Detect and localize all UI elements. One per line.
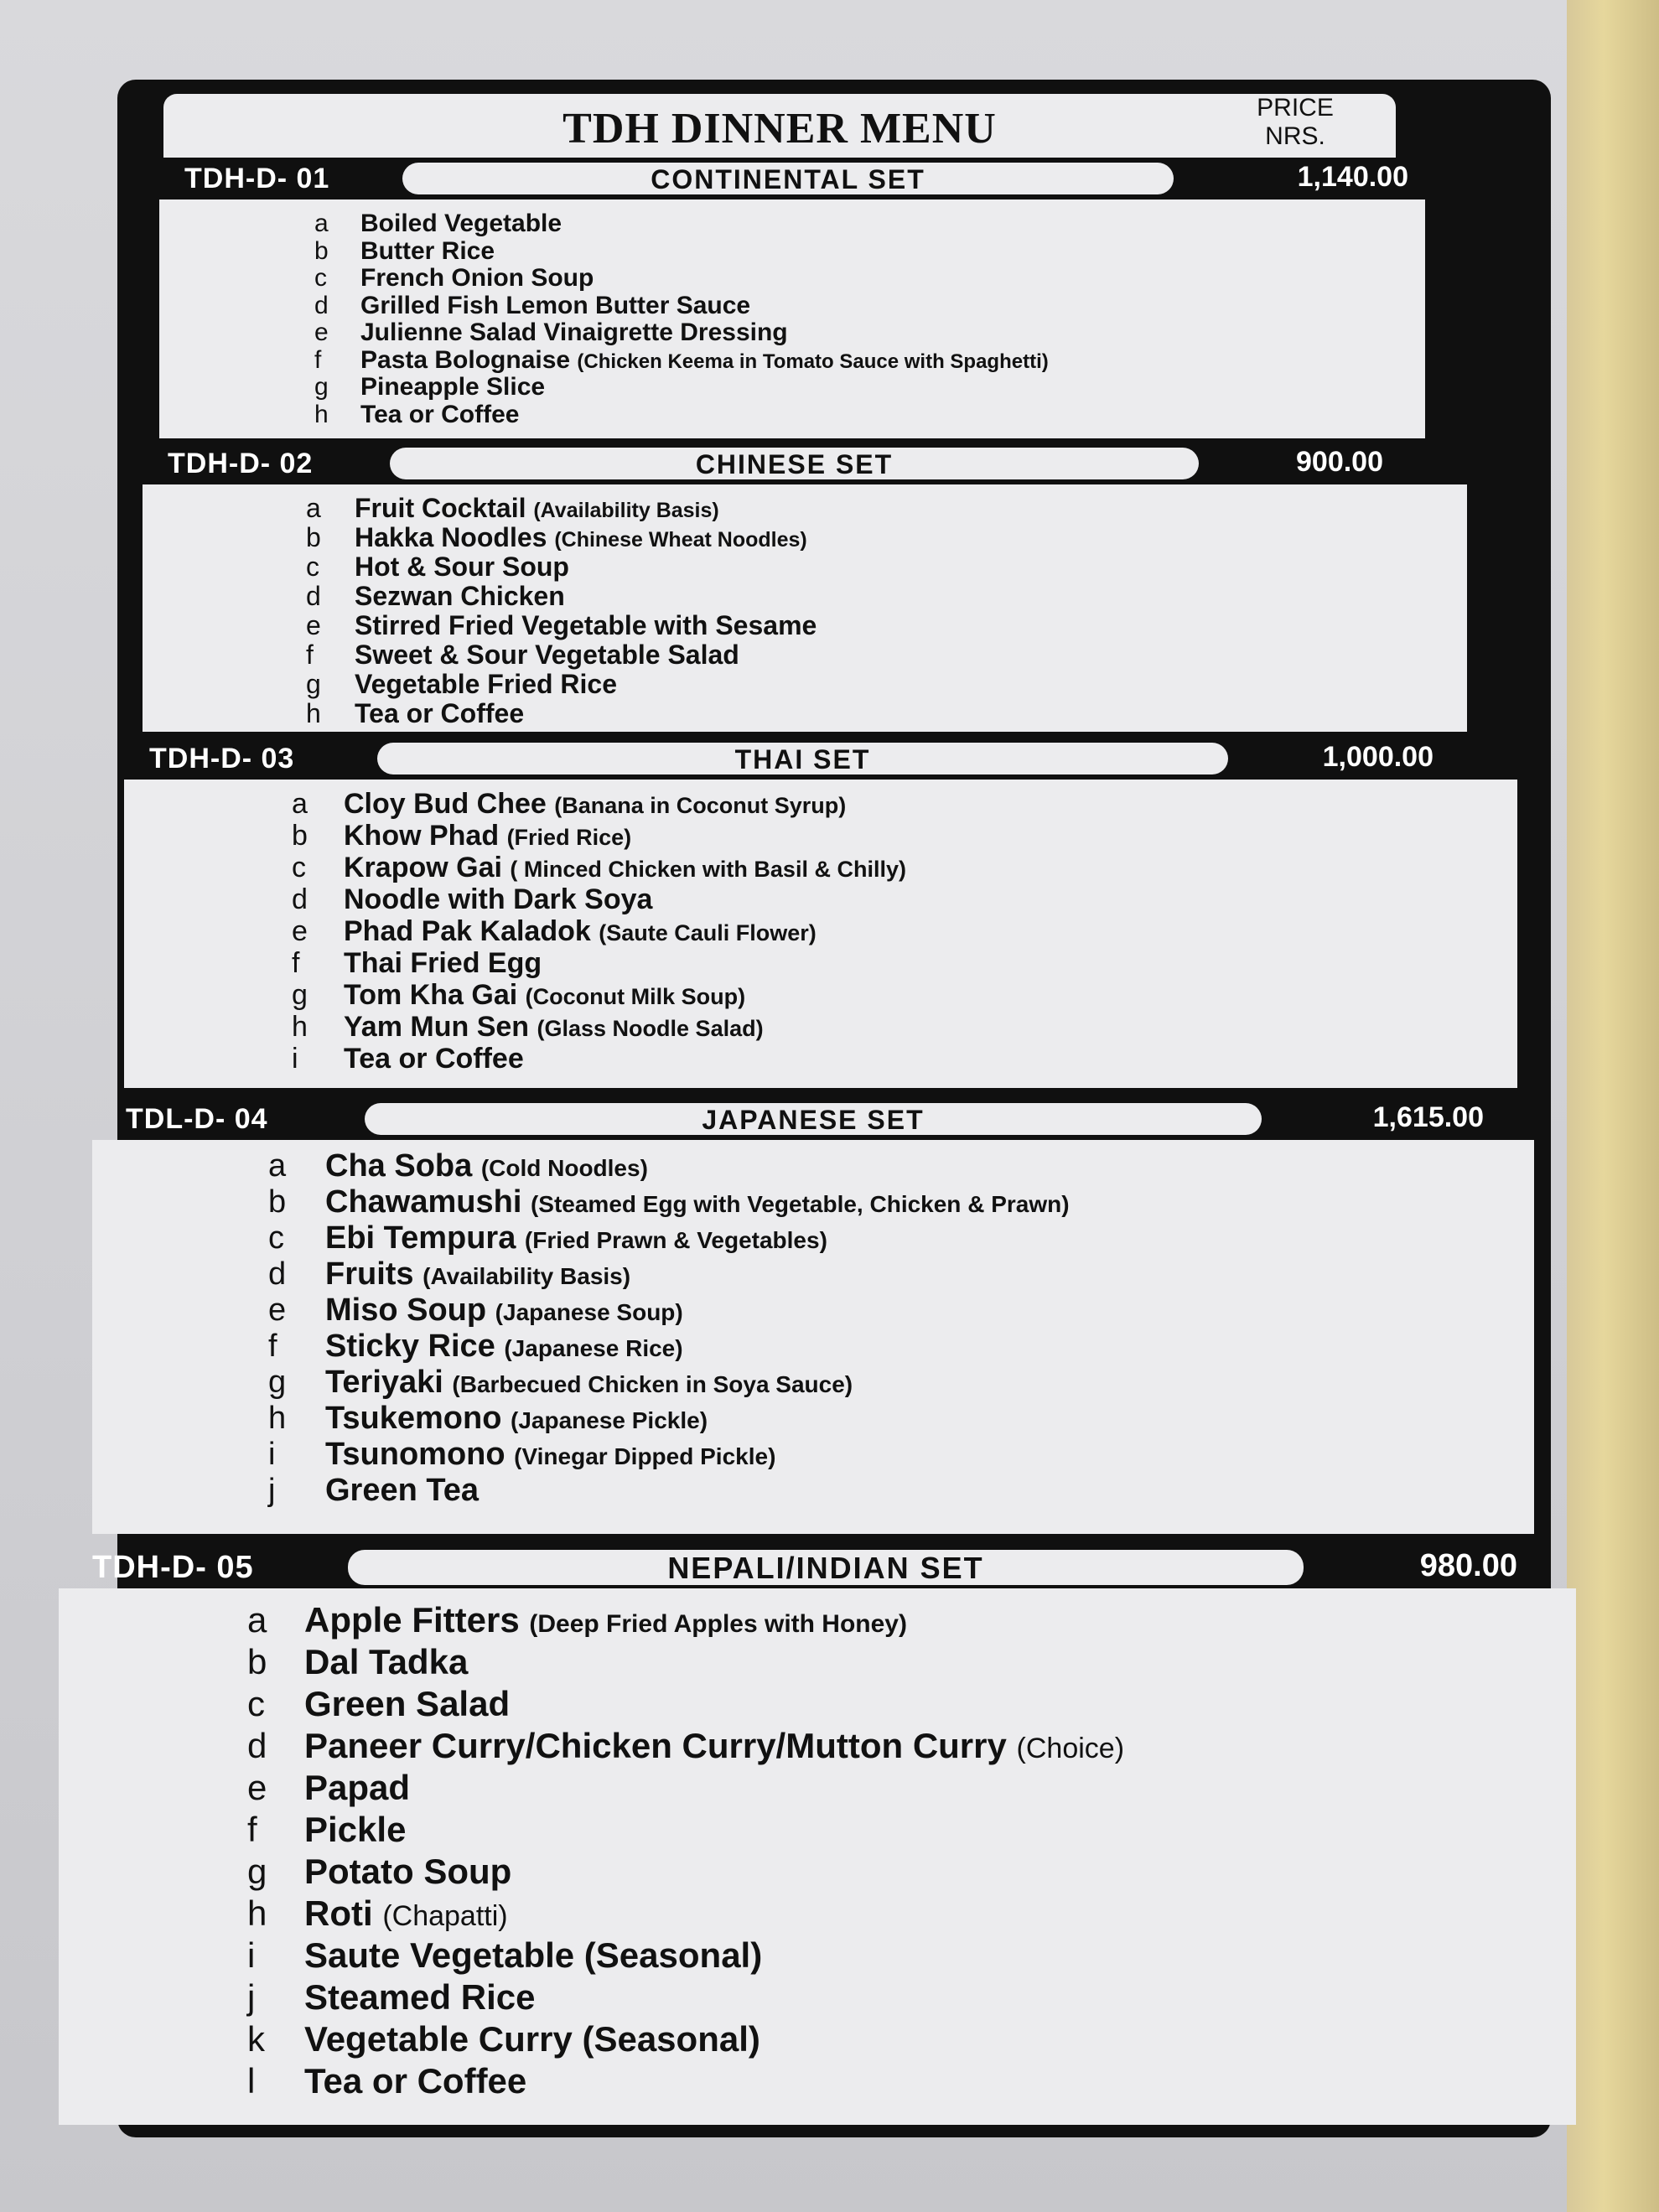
menu-item: e Miso Soup (Japanese Soup)	[268, 1292, 683, 1328]
set-name: NEPALI/INDIAN SET	[348, 1550, 1304, 1585]
menu-item: a Fruit Cocktail (Availability Basis)	[306, 493, 719, 523]
price-column-header	[1236, 94, 1354, 151]
menu-item: b Chawamushi (Steamed Egg with Vegetable, Chicken & Prawn)	[268, 1184, 1070, 1220]
menu-item: e Papad	[247, 1768, 411, 1807]
menu-item: f Sticky Rice (Japanese Rice)	[268, 1329, 683, 1364]
menu-item: k Vegetable Curry (Seasonal)	[247, 2019, 760, 2059]
menu-item: g Tom Kha Gai (Coconut Milk Soup)	[292, 979, 746, 1011]
set-price: 1,615.00	[1372, 1101, 1484, 1133]
set-header-bar	[0, 1546, 1659, 1587]
menu-item: f Thai Fried Egg	[292, 947, 542, 979]
item-list	[268, 1148, 1070, 1509]
set-name: CONTINENTAL SET	[402, 163, 1174, 194]
menu-item: e Julienne Salad Vinaigrette Dressing	[314, 319, 788, 346]
set-name: CHINESE SET	[390, 448, 1199, 479]
menu-item: c Hot & Sour Soup	[306, 552, 569, 582]
menu-item: c Green Salad	[247, 1684, 511, 1723]
item-list	[292, 788, 906, 1075]
menu-item: a Cha Soba (Cold Noodles)	[268, 1148, 648, 1184]
menu-item: f Sweet & Sour Vegetable Salad	[306, 640, 739, 670]
set-header-bar	[0, 739, 1659, 780]
menu-item: d Grilled Fish Lemon Butter Sauce	[314, 291, 751, 319]
menu-item: g Potato Soup	[247, 1852, 512, 1891]
set-items-panel	[143, 484, 1467, 732]
menu-item: d Sezwan Chicken	[306, 581, 565, 611]
set-items-panel	[92, 1140, 1534, 1534]
set-code: TDL-D- 04	[126, 1103, 268, 1135]
set-code: TDH-D- 02	[168, 448, 314, 479]
set-price: 980.00	[1419, 1548, 1517, 1583]
menu-item: g Vegetable Fried Rice	[306, 669, 618, 699]
menu-item: e Stirred Fried Vegetable with Sesame	[306, 610, 817, 640]
item-list	[247, 1600, 1124, 2103]
set-code: TDH-D- 05	[92, 1550, 254, 1585]
menu-item: j Steamed Rice	[247, 1977, 536, 2017]
menu-item: a Cloy Bud Chee (Banana in Coconut Syrup)	[292, 788, 847, 820]
menu-item: h Tsukemono (Japanese Pickle)	[268, 1401, 708, 1436]
set-header-bar	[0, 444, 1659, 484]
menu-item: i Saute Vegetable (Seasonal)	[247, 1935, 763, 1975]
set-price: 900.00	[1296, 446, 1383, 478]
menu-item: f Pickle	[247, 1810, 407, 1849]
menu-item: b Hakka Noodles (Chinese Wheat Noodles)	[306, 522, 807, 552]
menu-item: g Teriyaki (Barbecued Chicken in Soya Sauce)	[268, 1365, 853, 1400]
set-price: 1,140.00	[1297, 161, 1408, 193]
menu-item: a Apple Fitters (Deep Fried Apples with Honey)	[247, 1600, 907, 1640]
set-name: JAPANESE SET	[365, 1103, 1262, 1135]
menu-item: c Ebi Tempura (Fried Prawn & Vegetables)	[268, 1220, 827, 1256]
menu-item: h Tea or Coffee	[306, 698, 525, 728]
menu-item: e Phad Pak Kaladok (Saute Cauli Flower)	[292, 915, 817, 947]
price-label: PRICE	[1257, 94, 1334, 122]
menu-header	[163, 94, 1396, 158]
menu-item: c Krapow Gai ( Minced Chicken with Basil & Chilly)	[292, 852, 906, 883]
set-name: THAI SET	[377, 743, 1228, 774]
menu-item: b Dal Tadka	[247, 1642, 469, 1681]
currency-label: NRS.	[1265, 122, 1325, 150]
set-items-panel	[59, 1588, 1576, 2125]
item-list	[306, 493, 817, 728]
menu-item: i Tea or Coffee	[292, 1043, 524, 1075]
menu-item: h Yam Mun Sen (Glass Noodle Salad)	[292, 1011, 764, 1043]
menu-item: d Paneer Curry/Chicken Curry/Mutton Curry (Choice)	[247, 1726, 1125, 1765]
set-header-bar	[0, 1100, 1659, 1140]
set-items-panel	[124, 780, 1517, 1088]
menu-item: f Pasta Bolognaise (Chicken Keema in Tomato Sauce with Spaghetti)	[314, 345, 1049, 374]
set-code: TDH-D- 03	[149, 743, 295, 774]
set-price: 1,000.00	[1322, 741, 1433, 773]
menu-item: c French Onion Soup	[314, 264, 594, 292]
menu-item: l Tea or Coffee	[247, 2061, 527, 2101]
menu-item: b Khow Phad (Fried Rice)	[292, 820, 632, 852]
menu-item: j Green Tea	[268, 1473, 480, 1508]
set-items-panel	[159, 199, 1425, 438]
menu-item: h Roti (Chapatti)	[247, 1893, 508, 1933]
item-list	[314, 210, 1049, 427]
set-header-bar	[0, 159, 1659, 199]
menu-item: h Tea or Coffee	[314, 400, 520, 428]
menu-item: g Pineapple Slice	[314, 373, 546, 401]
menu-item: i Tsunomono (Vinegar Dipped Pickle)	[268, 1437, 776, 1472]
menu-title: TDH DINNER MENU	[563, 105, 997, 153]
menu-item: b Butter Rice	[314, 236, 495, 265]
menu-item: a Boiled Vegetable	[314, 210, 563, 237]
menu-item: d Noodle with Dark Soya	[292, 883, 653, 915]
set-code: TDH-D- 01	[184, 163, 330, 194]
menu-item: d Fruits (Availability Basis)	[268, 1256, 631, 1292]
